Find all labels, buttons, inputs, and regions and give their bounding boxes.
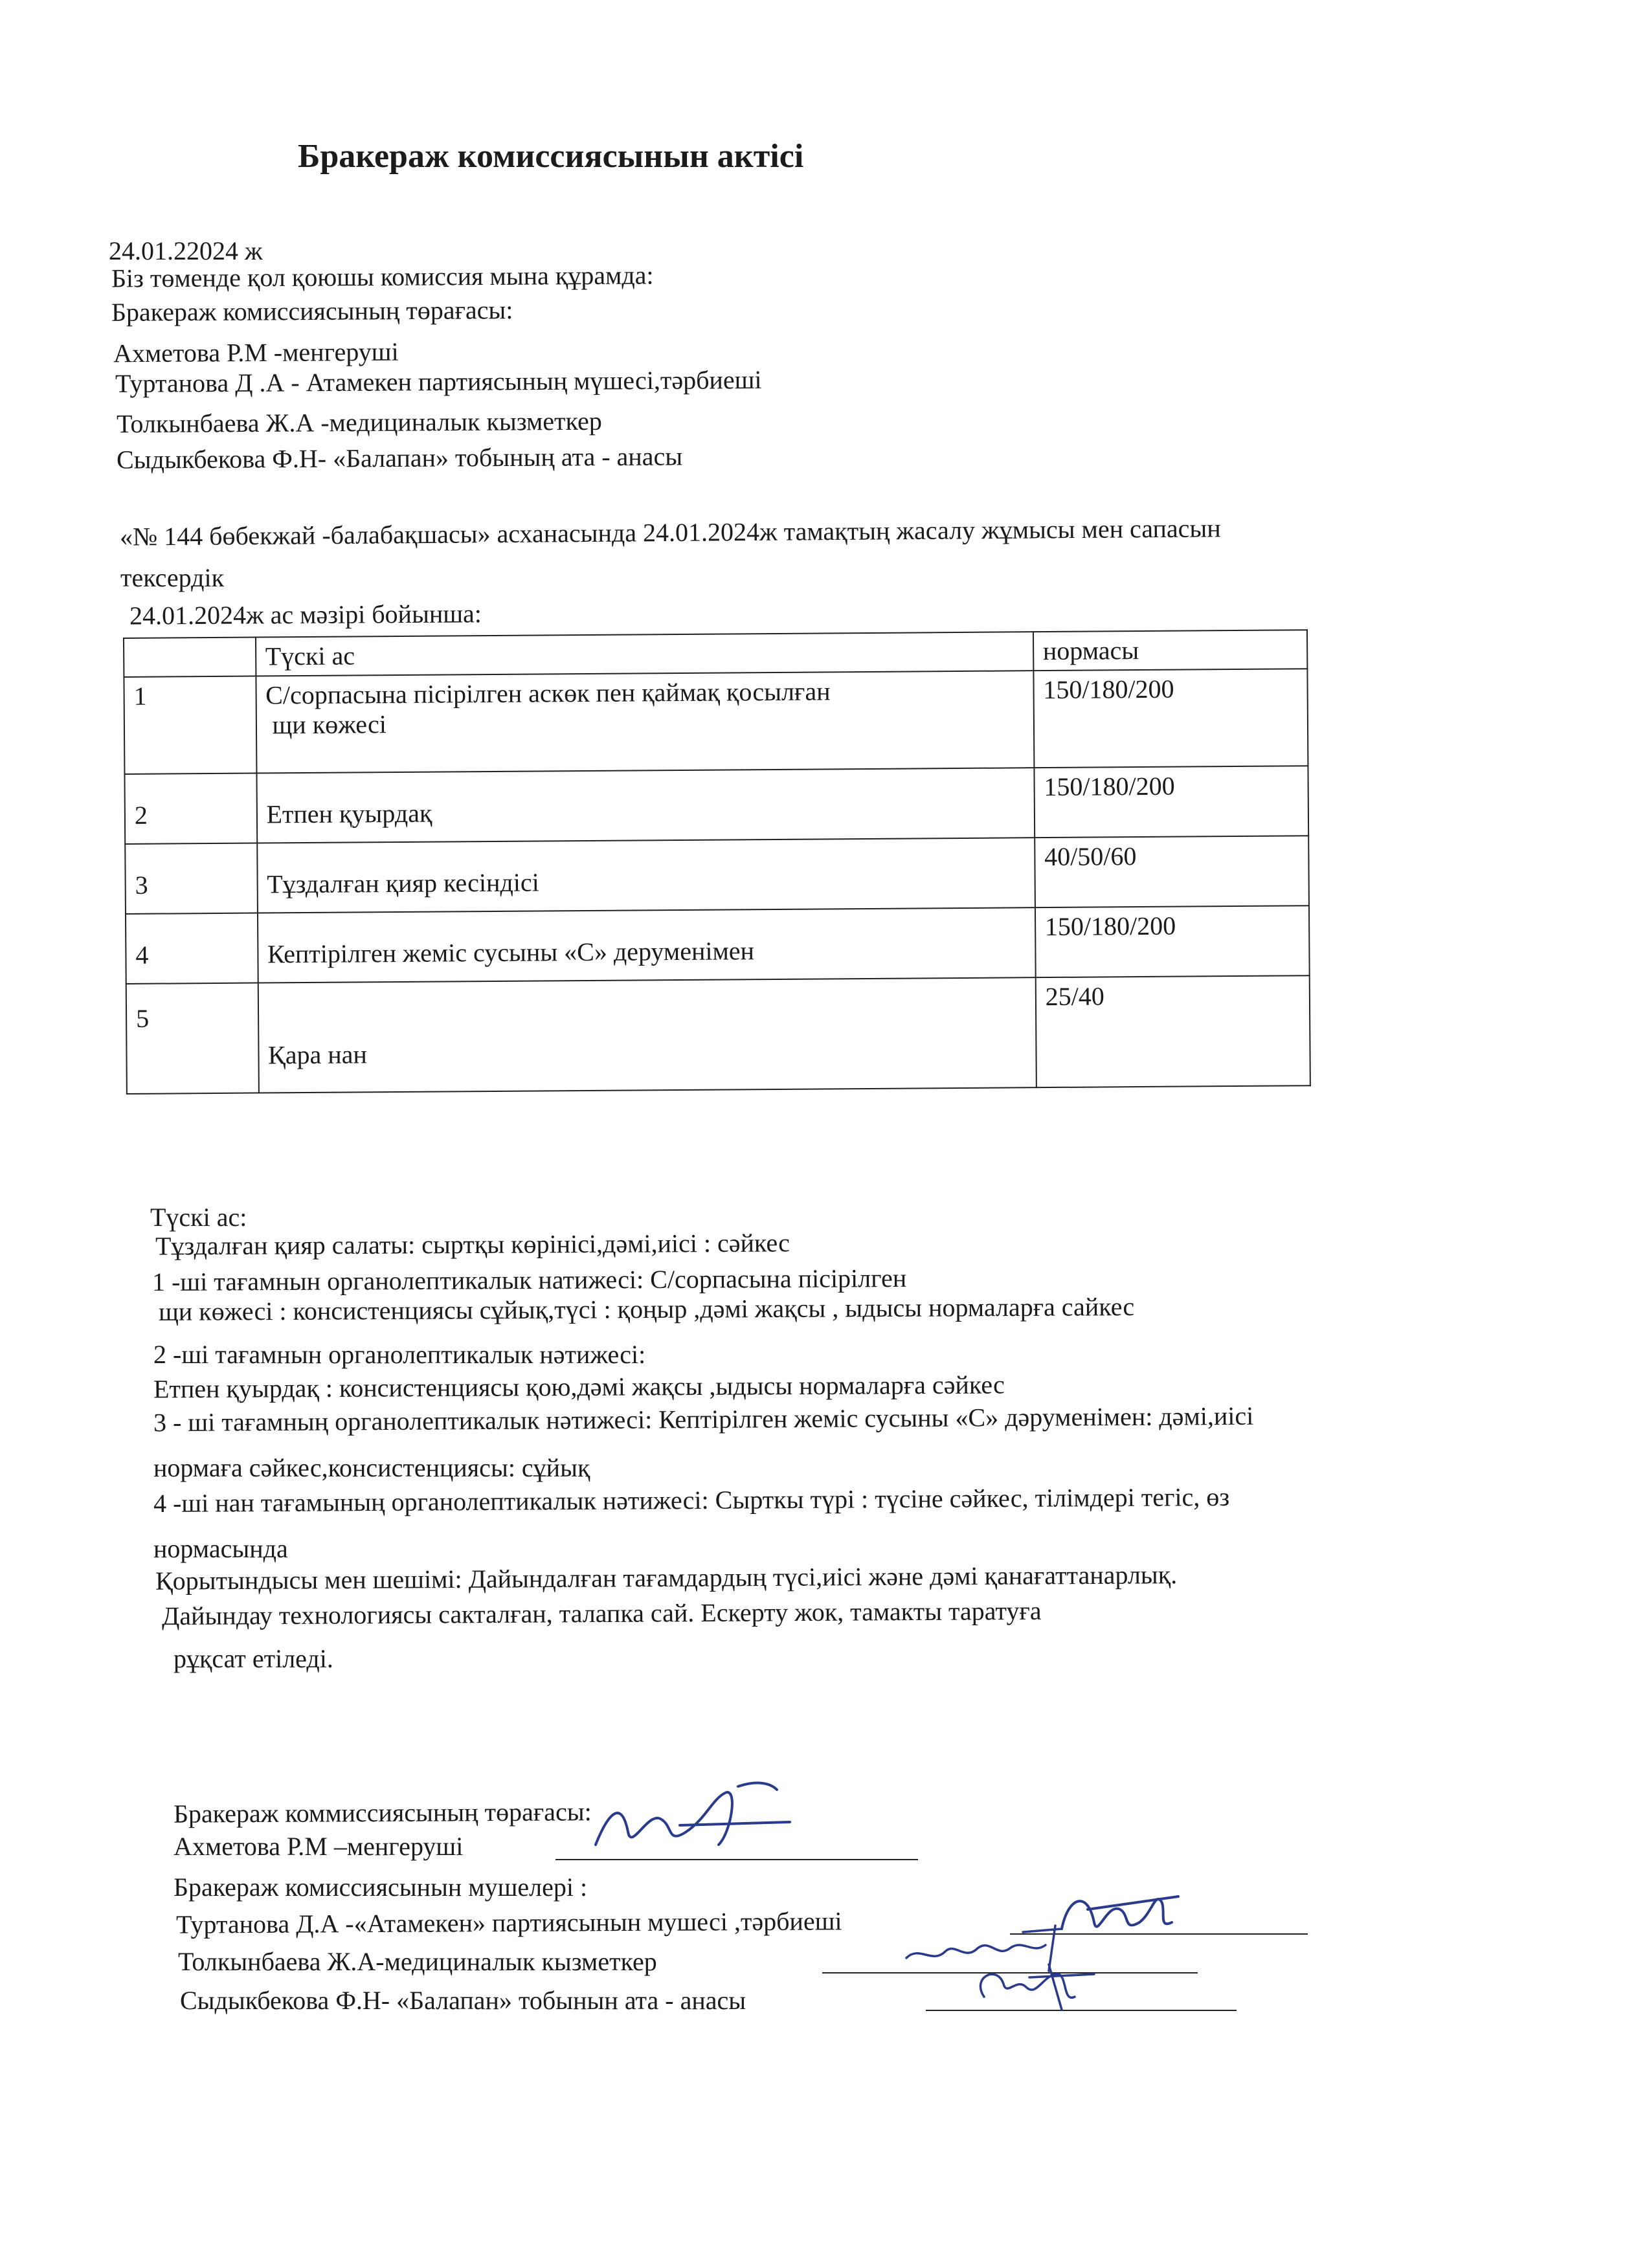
norm-cell: 150/180/200 bbox=[1035, 906, 1310, 977]
document-title: Бракераж комиссиясынын актісі bbox=[298, 138, 804, 175]
result-line: 4 -ші нан тағамының органолептикалык нәтижесі: Сырткы түрі : түсіне сәйкес, тілімдері тегіс, өз bbox=[153, 1482, 1230, 1518]
dish-name: Тұздалған қияр кесіндісі bbox=[257, 838, 1035, 913]
dish-name: Кептірілген жеміс сусыны «С» деруменімен bbox=[258, 907, 1036, 983]
check-line: «№ 144 бөбекжай -балабақшасы» асханасында 24.01.2024ж тамақтың жасалу жұмысы мен сапасын bbox=[119, 513, 1221, 551]
dish-name: С/сорпасына пісірілген аскөк пен қаймақ қосылған bbox=[265, 676, 831, 710]
norm-cell: 25/40 bbox=[1035, 975, 1310, 1087]
result-line: Түскі ас: bbox=[150, 1203, 247, 1232]
signature-member: Сыдыкбекова Ф.Н- «Балапан» тобынын ата - анасы bbox=[180, 1986, 746, 2015]
header-cell-number bbox=[124, 638, 256, 677]
norm-cell: 150/180/200 bbox=[1034, 766, 1308, 838]
header-cell-norm: нормасы bbox=[1033, 630, 1308, 671]
dish-name: Етпен қуырдақ bbox=[256, 768, 1035, 843]
signature-member: Толкынбаева Ж.А-медициналык кызметкер bbox=[178, 1947, 657, 1976]
intro-line: Біз төменде қол қоюшы комиссия мына құрамда: bbox=[111, 260, 654, 293]
dish-name-cont: щи көжесі bbox=[272, 709, 387, 740]
row-number: 2 bbox=[124, 773, 256, 844]
dish-cell bbox=[256, 671, 1034, 773]
menu-table bbox=[123, 629, 1311, 1095]
result-line: нормаға сәйкес,консистенциясы: сұйық bbox=[153, 1453, 590, 1482]
dish-name: Қара нан bbox=[258, 977, 1036, 1093]
member-line: Ахметова Р.М -менгеруші bbox=[113, 337, 399, 368]
norm-cell: 150/180/200 bbox=[1033, 669, 1308, 768]
handwritten-signature-chair bbox=[583, 1773, 816, 1864]
result-line: 1 -ші тағамнын органолептикалык натижесі: С/сорпасына пісірілген bbox=[151, 1263, 907, 1297]
member-line: Толкынбаева Ж.А -медициналык кызметкер bbox=[116, 406, 602, 439]
table-row bbox=[124, 669, 1308, 774]
conclusion-line: рұқсат етіледі. bbox=[174, 1644, 333, 1673]
signature-chair-label: Бракераж коммиссиясының төрағасы: bbox=[173, 1797, 592, 1829]
result-line: 3 - ші тағамның органолептикалык нәтижесі: Кептірілген жеміс сусыны «С» дәруменімен: дәмі,иісі bbox=[153, 1401, 1254, 1438]
result-line: 2 -ші тағамнын органолептикалык нәтижесі: bbox=[153, 1340, 646, 1369]
row-number: 5 bbox=[126, 983, 259, 1094]
check-line-cont: тексердік bbox=[120, 563, 225, 592]
signature-members-label: Бракераж комиссиясынын мушелері : bbox=[174, 1873, 588, 1902]
member-line: Сыдыкбекова Ф.Н- «Балапан» тобының ата - анасы bbox=[116, 441, 683, 474]
menu-line: 24.01.2024ж ас мәзірі бойынша: bbox=[129, 599, 482, 630]
chair-label: Бракераж комиссиясының төрағасы: bbox=[111, 295, 513, 327]
signature-member: Туртанова Д.А -«Атамекен» партиясынын мушесі ,тәрбиеші bbox=[175, 1906, 842, 1939]
result-line: Тұздалған қияр салаты: сыртқы көрінісі,дәмі,иісі : сәйкес bbox=[155, 1228, 790, 1261]
date-line: 24.01.22024 ж bbox=[109, 236, 263, 265]
handwritten-signature-member-3 bbox=[965, 1951, 1107, 2016]
result-line: Етпен қуырдақ : консистенциясы қою,дәмі жақсы ,ыдысы нормаларға сәйкес bbox=[153, 1370, 1005, 1404]
table-row bbox=[126, 975, 1310, 1094]
norm-cell: 40/50/60 bbox=[1035, 836, 1309, 907]
conclusion-line: Дайындау технологиясы сакталған, талапка сай. Ескерту жок, тамакты таратуға bbox=[161, 1595, 1042, 1631]
result-line: щи көжесі : консистенциясы сұйық,түсі : қоңыр ,дәмі жақсы , ыдысы нормаларға сайкес bbox=[158, 1292, 1135, 1326]
row-number: 1 bbox=[124, 676, 256, 774]
table-row bbox=[125, 836, 1309, 914]
row-number: 4 bbox=[126, 913, 258, 984]
result-line: нормасында bbox=[153, 1534, 288, 1563]
table-row bbox=[126, 906, 1310, 984]
header-cell-dish: Түскі ас bbox=[256, 632, 1034, 676]
signature-chair-name: Ахметова Р.М –менгеруші bbox=[174, 1832, 464, 1861]
table-row bbox=[124, 766, 1308, 844]
member-line: Туртанова Д .А - Атамекен партиясының мүшесі,тәрбиеші bbox=[115, 364, 762, 399]
row-number: 3 bbox=[125, 843, 257, 914]
conclusion-line: Қорытындысы мен шешімі: Дайындалған тағамдардың түсі,иісі және дәмі қанағаттанарлық. bbox=[155, 1560, 1178, 1595]
